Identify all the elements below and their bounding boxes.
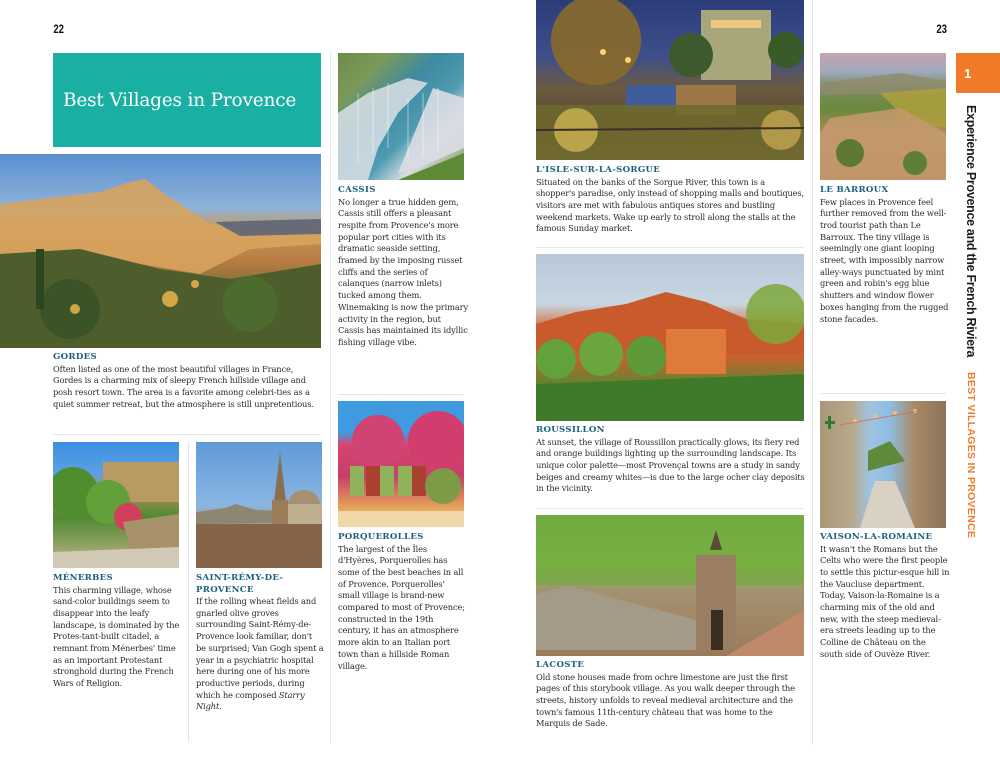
village-heading: MÉNERBES [53, 573, 114, 583]
chapter-number: 1 [964, 65, 972, 81]
saint-remy-illustration [196, 442, 322, 568]
le-barroux-photo [820, 53, 946, 180]
description-text: If the rolling wheat fields and gnarled olive groves surrounding Saint-Rémy-de-Provence look familiar, don't be surprised; Van Gogh spent a year in a psychiatric hospital here during one of his more productive periods, during which he composed [196, 596, 324, 700]
village-description: Situated on the banks of the Sorgue River, this town is a shopper's paradise, only instead of shopping malls and boutiques, visitors are met with fabulous antiques stores and bustling weekend markets. Wake up early to stroll along the stalls at the famous Sunday market. [536, 176, 805, 234]
village-description: Often listed as one of the most beautiful villages in France, Gordes is a charming mix of sleepy French hillside village and posh resort town. The area is a favorite among celebri-ties as a quiet summer retreat, but the atmosphere is still unpretentious. [53, 363, 314, 409]
section-divider [536, 247, 804, 248]
village-heading: GORDES [53, 352, 97, 362]
village-heading: SAINT-RÉMY-DE-PROVENCE [196, 573, 284, 595]
village-entry-menerbes [53, 573, 181, 690]
village-entry-gordes [53, 352, 321, 410]
village-entry-porquerolles [338, 532, 468, 672]
book-title: Experience Provence and the French Riviera [964, 105, 978, 358]
village-entry-vaison-la-romaine [820, 532, 950, 661]
cassis-photo [338, 53, 464, 180]
porquerolles-photo [338, 401, 464, 527]
village-description: The largest of the Îles d'Hyères, Porquerolles has some of the best beaches in all of Provence. Porquerolles' small village is brand-new compared to most of Provence; constructed in the 19th century, it has an atmosphere more akin to an Italian port town than a hillside Roman village. [338, 543, 465, 671]
menerbes-illustration [53, 442, 179, 568]
page-number-right: 23 [936, 22, 948, 36]
village-heading: VAISON-LA-ROMAINE [820, 532, 933, 542]
village-entry-cassis [338, 185, 468, 349]
roussillon-photo [536, 254, 804, 421]
village-entry-saint-remy [196, 573, 324, 713]
le-barroux-illustration [820, 53, 946, 180]
village-entry-isle-sur-la-sorgue [536, 165, 806, 235]
saint-remy-photo [196, 442, 322, 568]
village-heading: L'ISLE-SUR-LA-SORGUE [536, 165, 661, 175]
gordes-village-illustration [0, 154, 321, 348]
village-description: Few places in Provence feel further removed from the well-trod tourist path than Le Barroux. The tiny village is seemingly one giant looping street, with impossibly narrow alley-ways punctuated by mint green and robin's egg blue shutters and window flower boxes hanging from the rugged stone facades. [820, 196, 949, 324]
menerbes-photo [53, 442, 179, 568]
lacoste-illustration [536, 515, 804, 656]
column-divider [812, 0, 813, 745]
village-heading: PORQUEROLLES [338, 532, 424, 542]
running-header [962, 105, 980, 538]
page-number-left: 22 [53, 22, 65, 36]
section-divider [536, 508, 804, 509]
isle-sur-la-sorgue-illustration [536, 0, 804, 160]
chapter-tab [956, 53, 1000, 93]
village-description [196, 596, 324, 713]
village-heading: CASSIS [338, 185, 376, 195]
section-divider [820, 393, 946, 394]
column-divider [330, 53, 331, 743]
village-entry-le-barroux [820, 185, 950, 325]
village-description: At sunset, the village of Roussillon practically glows, its fiery red and orange buildings lighting up the surrounding landscape. Its unique color palette—most Provençal towns are a study in sandy beiges and creamy whites—is due to the large ocher clay deposits in the vicinity. [536, 436, 805, 494]
village-description: No longer a true hidden gem, Cassis still offers a pleasant respite from Provence's more popular port cities with its dramatic seaside setting, framed by the imposing russet cliffs and the series of calanques (narrow inlets) tucked among them. Winemaking is now the primary activity in the region, but Cassis has maintained its idyllic fishing village vibe. [338, 196, 468, 347]
village-heading: LE BARROUX [820, 185, 889, 195]
page-title-box [53, 53, 321, 147]
porquerolles-illustration [338, 401, 464, 527]
village-description: It wasn't the Romans but the Celts who were the first people to settle this pictur-esque hill in the Vaucluse department. Today, Vaison-la-Romaine is a charming mix of the old and new, with the steep medieval-era streets leading up to the Colline de Château on the south side of Ouvèze River. [820, 543, 950, 659]
village-entry-roussillon [536, 425, 806, 495]
village-entry-lacoste [536, 660, 806, 730]
village-heading: ROUSSILLON [536, 425, 605, 435]
artwork-title: Starry Night [196, 689, 305, 712]
gordes-photo [0, 154, 321, 348]
description-text: . [219, 701, 222, 712]
lacoste-photo [536, 515, 804, 656]
vaison-illustration [820, 401, 946, 528]
cassis-illustration [338, 53, 464, 180]
section-divider [53, 434, 321, 435]
page-title: Best Villages in Provence [63, 89, 297, 111]
isle-sur-la-sorgue-photo [536, 0, 804, 160]
roussillon-illustration [536, 254, 804, 421]
village-description: Old stone houses made from ochre limestone are just the first pages of this storybook village. As you walk deeper through the streets, history unfolds to reveal medieval architecture and the town's famous 11th-century château that was home to the Marquis de Sade. [536, 671, 795, 729]
section-title: BEST VILLAGES IN PROVENCE [965, 371, 977, 538]
section-divider [338, 394, 464, 395]
village-description: This charming village, whose sand-color buildings seem to disappear into the leafy landscape, is dominated by the Protes-tant-built citadel, a remnant from Ménerbes' time as an important Protestant stronghold during the French Wars of Religion. [53, 584, 180, 689]
column-divider [188, 442, 189, 742]
village-heading: LACOSTE [536, 660, 585, 670]
vaison-la-romaine-photo [820, 401, 946, 528]
